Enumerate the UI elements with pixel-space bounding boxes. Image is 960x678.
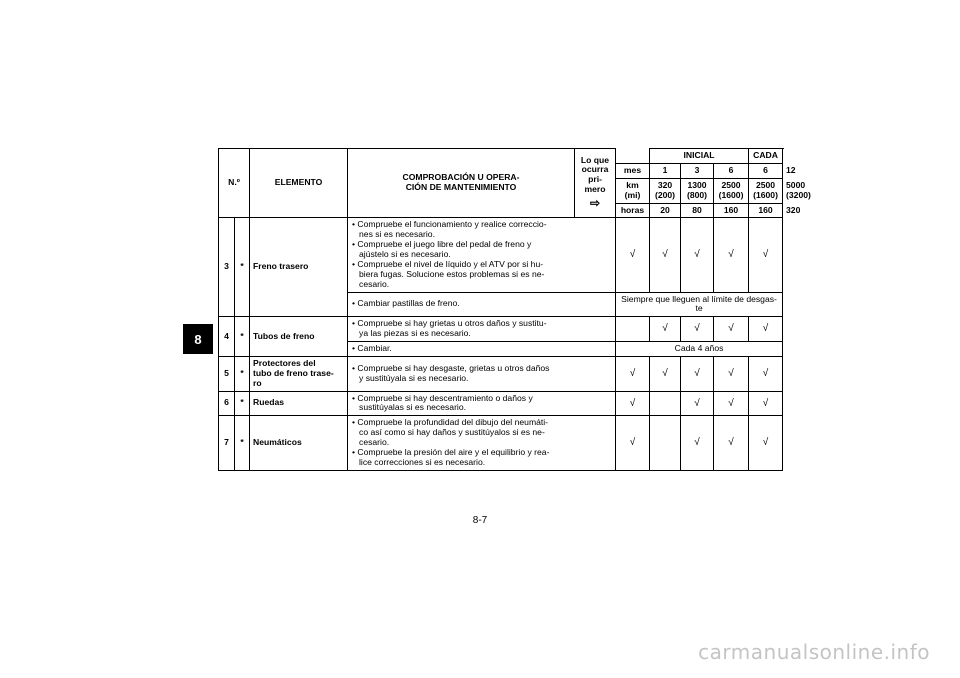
check-list (351, 394, 612, 414)
arrow-right-icon: ⇨ (589, 196, 601, 211)
check-list (351, 418, 612, 467)
item-element: Protectores del tubo de freno trase- ro (250, 356, 348, 391)
header-value: 1300 (800) (681, 178, 714, 203)
item-star: * (235, 218, 250, 317)
check-mark: √ (616, 356, 650, 391)
header-unit: km (mi) (616, 178, 650, 203)
check-mark: √ (714, 356, 749, 391)
item-note: Cada 4 años (616, 342, 783, 357)
check-mark: √ (714, 391, 749, 416)
check-list (351, 364, 612, 384)
check-mark: √ (681, 218, 714, 292)
check-mark: √ (681, 356, 714, 391)
item-number: 3 (219, 218, 235, 317)
item-number: 5 (219, 356, 235, 391)
header-unit-row: km (mi) 320 (200) 1300 (800) 2500 (1600) 2500 (1600) 5000 (3200) (219, 178, 783, 203)
table-row (219, 218, 783, 292)
check-mark: √ (749, 317, 783, 342)
list-item: • Compruebe la profundidad del dibujo del neumáti- co así como si hay daños y sustitúyalos si es ne- cesario. (351, 418, 612, 448)
table-row (219, 317, 783, 342)
list-item: • Cambiar pastillas de freno. (351, 299, 612, 309)
item-check-text (348, 292, 616, 317)
empty-cell (616, 317, 650, 342)
item-check-text (348, 342, 616, 357)
header-value: 20 (650, 203, 681, 218)
check-mark: √ (650, 218, 681, 292)
list-item: • Compruebe el juego libre del pedal de freno y ajústelo si es necesario. (351, 240, 612, 260)
list-item: • Compruebe si hay grietas u otros daños y sustitu- ya las piezas si es necesario. (351, 319, 612, 339)
check-mark: √ (616, 218, 650, 292)
header-initial: INICIAL (650, 149, 749, 164)
item-check-text (348, 356, 616, 391)
check-list (351, 344, 612, 354)
check-mark: √ (749, 391, 783, 416)
maintenance-table (218, 148, 811, 471)
header-check: COMPROBACIÓN U OPERA- CIÓN DE MANTENIMIENTO (348, 149, 575, 218)
header-value: 2500 (1600) (714, 178, 749, 203)
check-mark: √ (714, 218, 749, 292)
empty-cell (650, 416, 681, 470)
check-mark: √ (749, 416, 783, 470)
header-no: N.º (219, 149, 250, 218)
header-value: 3 (681, 163, 714, 178)
header-value: 1 (650, 163, 681, 178)
item-check-text (348, 317, 616, 342)
item-note: Siempre que lleguen al límite de desgas- te (616, 292, 783, 317)
header-unit: horas (616, 203, 650, 218)
page-number: 8-7 (472, 515, 488, 526)
header-value: 6 (714, 163, 749, 178)
list-item: • Compruebe el funcionamiento y realice correccio- nes si es necesario. (351, 220, 612, 240)
item-check-text (348, 416, 616, 470)
check-mark: √ (650, 356, 681, 391)
header-empty (616, 149, 650, 164)
check-list (351, 319, 612, 339)
list-item: • Compruebe si hay descentramiento o daños y sustitúyalas si es necesario. (351, 394, 612, 414)
item-star: * (235, 416, 250, 470)
item-star: * (235, 317, 250, 357)
header-value: 320 (200) (650, 178, 681, 203)
check-list (351, 220, 612, 289)
item-element: Tubos de freno (250, 317, 348, 357)
table-row (219, 391, 783, 416)
header-value: 6 (749, 163, 783, 178)
check-mark: √ (616, 416, 650, 470)
check-mark: √ (749, 356, 783, 391)
check-mark: √ (616, 391, 650, 416)
header-value: 80 (681, 203, 714, 218)
header-unit-row: mes 1 3 6 6 12 (219, 163, 783, 178)
table-row (219, 356, 783, 391)
header-unit-row: horas 20 80 160 160 320 (219, 203, 783, 218)
list-item: • Compruebe el nivel de líquido y el ATV por si hu- biera fugas. Solucione estos problemas si es ne- cesario. (351, 260, 612, 290)
list-item: • Cambiar. (351, 344, 612, 354)
item-star: * (235, 356, 250, 391)
item-number: 7 (219, 416, 235, 470)
header-first: Lo que ocurra pri- mero ⇨ (575, 149, 616, 218)
item-element: Neumáticos (250, 416, 348, 470)
check-mark: √ (681, 416, 714, 470)
header-value: 2500 (1600) (749, 178, 783, 203)
item-element: Freno trasero (250, 218, 348, 317)
check-mark: √ (714, 317, 749, 342)
check-mark: √ (650, 317, 681, 342)
header-unit: mes (616, 163, 650, 178)
header-row-1 (219, 149, 783, 164)
item-check-text (348, 218, 616, 292)
check-mark: √ (681, 317, 714, 342)
item-number: 4 (219, 317, 235, 357)
check-mark: √ (681, 391, 714, 416)
item-number: 6 (219, 391, 235, 416)
watermark: carmanualsonline.info (698, 640, 930, 664)
check-mark: √ (714, 416, 749, 470)
check-mark: √ (749, 218, 783, 292)
item-check-text (348, 391, 616, 416)
empty-cell (650, 391, 681, 416)
check-list (351, 299, 612, 309)
header-value: 160 (714, 203, 749, 218)
item-star: * (235, 391, 250, 416)
header-value: 160 (749, 203, 783, 218)
header-every: CADA (749, 149, 783, 164)
header-element: ELEMENTO (250, 149, 348, 218)
table-row (219, 416, 783, 470)
list-item: • Compruebe la presión del aire y el equilibrio y rea- lice correcciones si es necesario. (351, 448, 612, 468)
item-element: Ruedas (250, 391, 348, 416)
chapter-tab: 8 (183, 324, 213, 354)
list-item: • Compruebe si hay desgaste, grietas u otros daños y sustitúyala si es necesario. (351, 364, 612, 384)
